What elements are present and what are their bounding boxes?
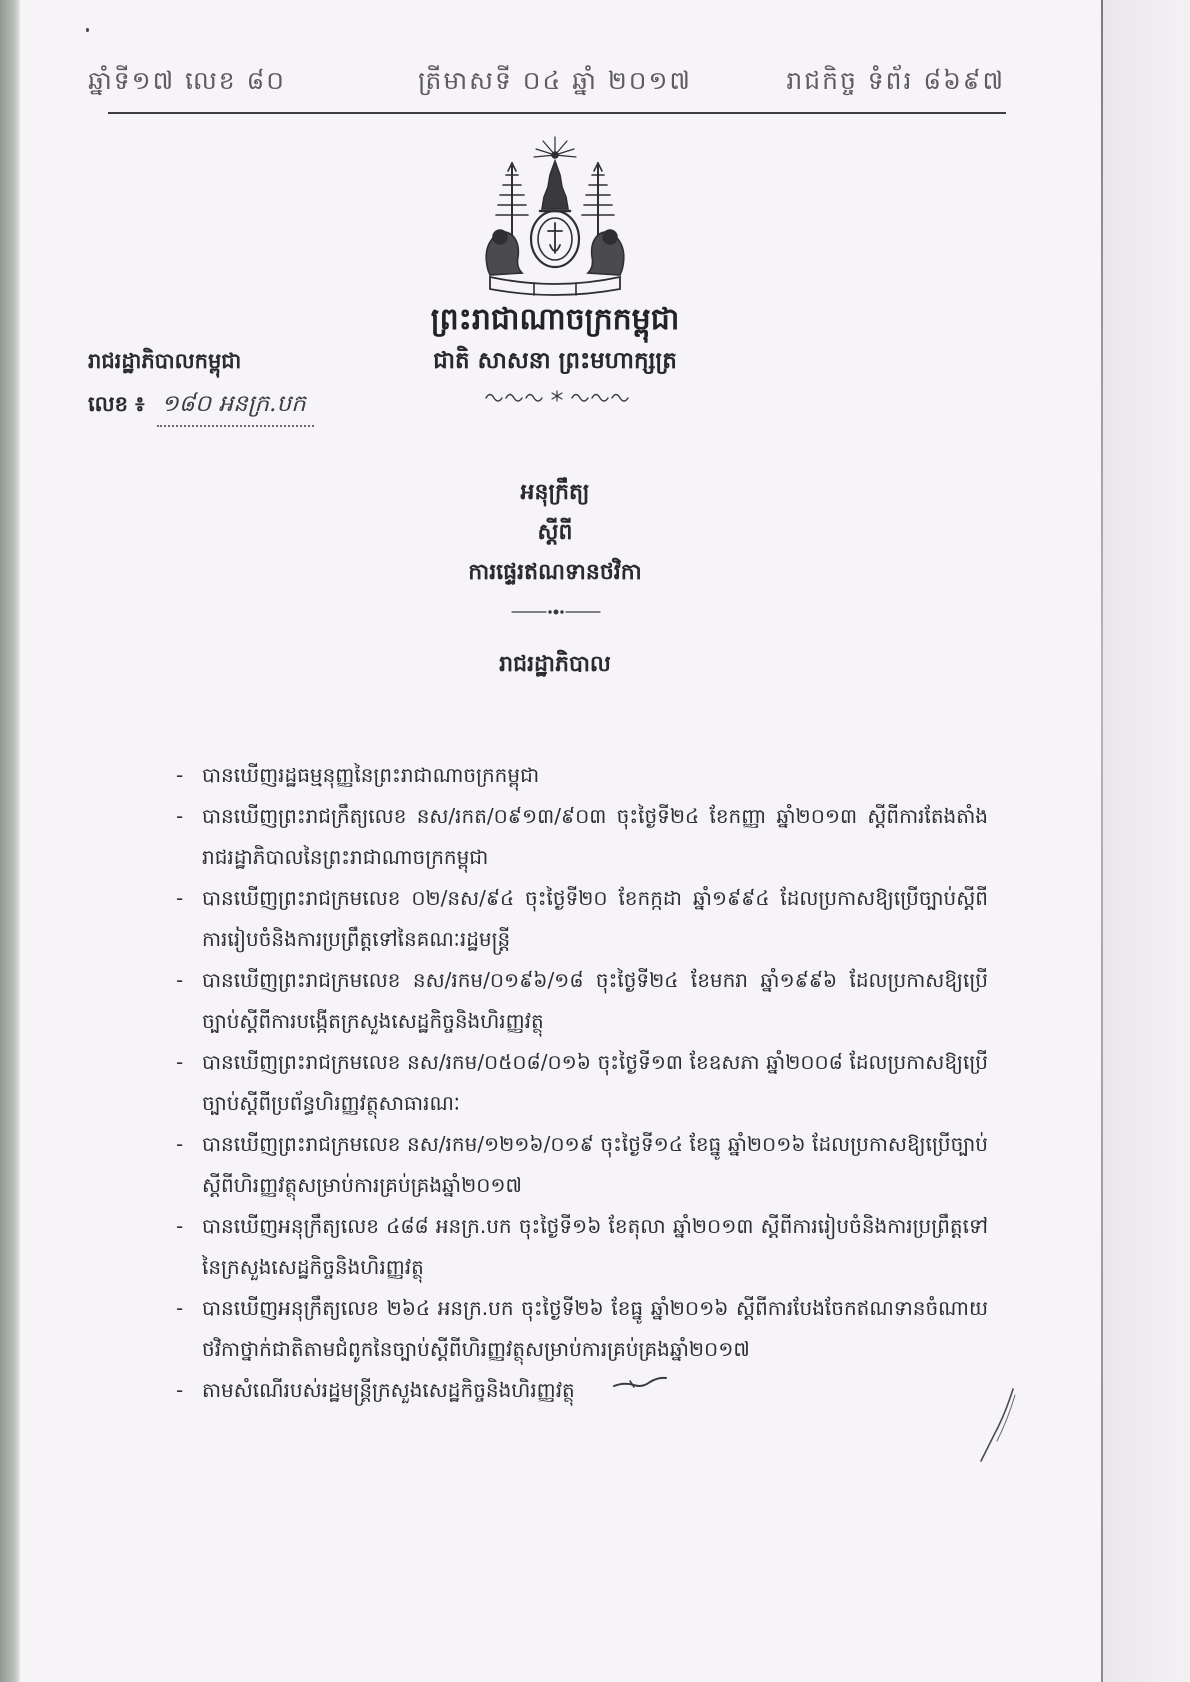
pen-stroke-mark (975, 1385, 1020, 1465)
national-motto: ជាតិ សាសនា ព្រះមហាក្សត្រ (433, 348, 677, 374)
preamble-item-text: បានឃើញព្រះរាជក្រមលេខ នស/រកម/១២១៦/០១៩ ចុះថ្ងៃទី១៤ ខែធ្នូ ឆ្នាំ២០១៦ ដែលប្រកាសឱ្យប្រើច្បាប់ស្តីពីហិរញ្ញវត្ថុសម្រាប់ការគ្រប់គ្រងឆ្នាំ២០១៧ (202, 1132, 988, 1197)
document-about: ស្តីពី (537, 520, 573, 545)
header-rule (108, 112, 1006, 114)
list-bullet: - (176, 1214, 184, 1238)
gazette-page-label: រាជកិច្ច ទំព័រ ៨៦៩៧ (786, 66, 1005, 95)
preamble-item (176, 796, 988, 878)
issuer-name: រាជរដ្ឋាភិបាលកម្ពុជា (88, 349, 242, 373)
gazette-quarter-label: ត្រីមាសទី ០៤ ឆ្នាំ ២០១៧ (418, 66, 692, 95)
preamble-item-text: បានឃើញអនុក្រឹត្យលេខ ២៦៤ អនក្រ.បក ចុះថ្ងៃទី២៦ ខែធ្នូ ឆ្នាំ២០១៦ ស្តីពីការបែងចែកឥណទានចំណាយថវិកាថ្នាក់ជាតិតាមជំពូកនៃច្បាប់ស្តីពីហិរញ្ញវត្ថុសម្រាប់ការគ្រប់គ្រងឆ្នាំ២០១៧ (202, 1296, 988, 1361)
list-bullet: - (176, 1050, 184, 1074)
preamble-item (176, 1042, 988, 1124)
preamble-item-text: បានឃើញអនុក្រឹត្យលេខ ៤៨៨ អនក្រ.បក ចុះថ្ងៃទី១៦ ខែតុលា ឆ្នាំ២០១៣ ស្តីពីការរៀបចំនិងការប្រព្រឹត្តទៅនៃក្រសួងសេដ្ឋកិច្ចនិងហិរញ្ញវត្ថុ (202, 1214, 988, 1279)
list-bullet: - (176, 886, 184, 910)
preamble-item (176, 1124, 988, 1206)
royal-coat-of-arms-icon (470, 135, 640, 300)
preamble-item-text: បានឃើញព្រះរាជក្រមលេខ នស/រកម/០១៩៦/១៨ ចុះថ្ងៃទី២៤ ខែមករា ឆ្នាំ១៩៩៦ ដែលប្រកាសឱ្យប្រើច្បាប់ស្តីពីការបង្កើតក្រសួងសេដ្ឋកិច្ចនិងហិរញ្ញវត្ថុ (202, 968, 988, 1033)
issuing-authority: រាជរដ្ឋាភិបាល (499, 652, 611, 677)
document-subject: ការផ្ទេរឥណទានថវិកា (468, 560, 642, 585)
scan-speck (86, 28, 89, 32)
preamble-item (176, 1370, 988, 1411)
scanner-background-strip (0, 0, 20, 1682)
preamble-item (176, 878, 988, 960)
decree-number-handwritten: ១៨០ អនក្រ.បក (157, 390, 313, 427)
list-bullet: - (176, 1378, 184, 1402)
preamble-item (176, 1288, 988, 1370)
list-bullet: - (176, 763, 184, 787)
preamble-item (176, 755, 988, 796)
kingdom-name: ព្រះរាជាណាចក្រកម្ពុជា (430, 302, 680, 337)
preamble-item-text: បានឃើញព្រះរាជក្រមលេខ នស/រកម/០៥០៨/០១៦ ចុះថ្ងៃទី១៣ ខែឧសភា ឆ្នាំ២០០៨ ដែលប្រកាសឱ្យប្រើច្បាប់ស្តីពីប្រព័ន្ធហិរញ្ញវត្ថុសាធារណៈ (202, 1050, 988, 1115)
preamble-item-text: បានឃើញរដ្ឋធម្មនុញ្ញនៃព្រះរាជាណាចក្រកម្ពុជា (202, 763, 540, 787)
list-bullet: - (176, 804, 184, 828)
title-divider-ornament (510, 606, 602, 618)
page-right-margin (1103, 0, 1190, 1682)
initial-mark-icon (612, 1372, 668, 1394)
preamble-item (176, 960, 988, 1042)
preamble-item-text: បានឃើញព្រះរាជក្រមលេខ ០២/នស/៩៤ ចុះថ្ងៃទី២០ ខែកក្កដា ឆ្នាំ១៩៩៤ ដែលប្រកាសឱ្យប្រើច្បាប់ស្តីពីការរៀបចំនិងការប្រព្រឹត្តទៅនៃគណៈរដ្ឋមន្ត្រី (202, 886, 988, 951)
list-bullet: - (176, 1132, 184, 1156)
motto-ornament (478, 388, 638, 404)
list-bullet: - (176, 1296, 184, 1320)
page-edge-line (1101, 0, 1103, 1682)
document-type: អនុក្រឹត្យ (520, 480, 590, 505)
preamble-item-text: តាមសំណើរបស់រដ្ឋមន្ត្រីក្រសួងសេដ្ឋកិច្ចនិងហិរញ្ញវត្ថុ (202, 1378, 575, 1402)
preamble-list (176, 755, 988, 1411)
preamble-item-text: បានឃើញព្រះរាជក្រឹត្យលេខ នស/រកត/០៩១៣/៩០៣ ចុះថ្ងៃទី២៤ ខែកញ្ញា ឆ្នាំ២០១៣ ស្តីពីការតែងតាំងរាជរដ្ឋាភិបាលនៃព្រះរាជាណាចក្រកម្ពុជា (202, 804, 988, 869)
list-bullet: - (176, 968, 184, 992)
preamble-item (176, 1206, 988, 1288)
decree-number-label: លេខ ៖ (88, 392, 145, 416)
gazette-issue-label: ឆ្នាំទី១៧ លេខ ៨០ (88, 66, 287, 95)
decree-number-row (88, 390, 314, 427)
